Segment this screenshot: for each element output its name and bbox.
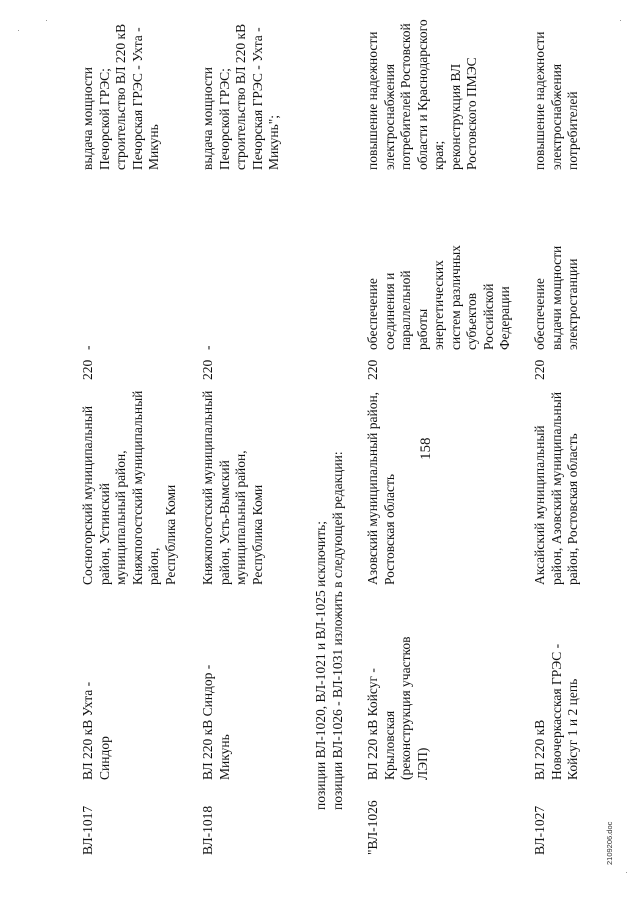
row-note-line: Печорской ГРЭС; [216,68,232,170]
row-note-line: повышение надежности [365,31,380,170]
row-purpose-line: систем различных [447,245,463,350]
row-code: ВЛ-1017 [80,805,95,855]
row-area-line: Азовский муниципальный район, [365,391,380,585]
row-purpose-line: соединения и [381,272,397,350]
row-purpose-line: обеспечение [532,278,547,350]
row-area-line: район, Азовский муниципальный [548,391,564,585]
row-note-line: потребителей Ростовской [398,23,413,170]
row-area-line: район, Устинский [96,483,112,585]
row-note-line: выдача мощности [80,66,95,170]
row-area-line: Республика Коми [249,484,265,585]
row-purpose-line: энергетических [431,260,446,350]
row-code: "ВЛ-1026 [365,800,380,855]
row-line-name-line: Крыловская [381,710,397,780]
row-note-line: потребителей [565,91,580,170]
row-note-line: строительство ВЛ 220 кВ [113,23,128,170]
row-line-name-line: ЛЭП) [414,747,430,780]
row-note [80,10,163,170]
row-voltage: 220 [365,359,380,380]
row-area-line: район, Ростовская область [565,433,580,585]
row-line-name-line: (реконструкция участков [398,636,413,780]
row-purpose [365,225,514,350]
row-note [532,10,582,170]
row-line-name [365,585,431,780]
row-area-line: муниципальный район, [233,450,248,585]
row-area-line: Сосногорский муниципальный [80,405,95,585]
row-note-line: выдача мощности [200,66,215,170]
row-line-name-line: Синдор [96,736,112,780]
row-note [365,10,481,170]
row-area [200,390,266,585]
row-purpose-line: субъектов [464,292,479,350]
page-number: 158 [418,437,434,460]
row-purpose [532,225,582,350]
row-area-line: Республика Коми [162,484,178,585]
row-area [532,391,582,585]
row-line-name-line: Новочеркасская ГРЭС - [548,643,564,780]
row-area-line: Ростовская область [381,474,397,585]
row-note-line: Микунь [146,124,161,170]
row-purpose-line: - [80,345,95,350]
row-note-line: строительство ВЛ 220 кВ [233,23,248,170]
row-line-name [200,585,233,780]
row-note [200,10,283,170]
row-purpose-line: работы [414,308,430,350]
row-line-name-line: ВЛ 220 кВ Койсуг - [365,668,380,780]
row-area-line: Княжпогостский муниципальный [129,390,145,585]
scan-speck [626,872,627,873]
row-note-line: Ростовского ПМЭС [464,57,479,170]
row-area [365,391,398,585]
row-area-line: Аксайский муниципальный [532,425,547,585]
row-purpose-line: Федерации [497,286,512,350]
scan-speck [18,30,19,31]
row-code: ВЛ-1018 [200,805,215,855]
row-area-line: муниципальный район, [113,450,128,585]
row-purpose-line: Российской [480,283,496,350]
scan-speck [620,20,621,21]
scan-speck [46,20,47,21]
row-area [80,390,179,585]
file-name: 2109206.doc [605,821,614,865]
rotated-document [20,20,620,885]
row-line-name [532,585,582,780]
row-line-name-line: ВЛ 220 кВ Ухта - [80,681,95,780]
row-note-line: реконструкция ВЛ [447,63,463,170]
row-area-line: район, [146,547,161,585]
row-purpose [200,225,217,350]
row-line-name [80,585,113,780]
instruction-line: позиции ВЛ-1026 - ВЛ-1031 изложить в следующей редакции: [330,451,345,810]
row-area-line: район, Усть-Вымский [216,460,232,585]
instruction-line: позиции ВЛ-1020, ВЛ-1021 и ВЛ-1025 исключить; [313,520,328,810]
row-purpose [80,225,97,350]
row-purpose-line: - [200,345,215,350]
row-note-line: области и Краснодарского [414,19,430,170]
row-note-line: Печорская ГРЭС - Ухта - [249,27,265,170]
row-voltage: 220 [532,359,547,380]
row-purpose-line: параллельной [398,270,413,350]
row-line-name-line: ВЛ 220 кВ Синдор - [200,664,215,780]
row-voltage: 220 [200,359,215,380]
row-note-line: повышение надежности [532,31,547,170]
row-note-line: электроснабжения [381,63,397,170]
row-note-line: Печорской ГРЭС; [96,68,112,170]
row-line-name-line: ВЛ 220 кВ [532,719,547,780]
row-note-line: края; [431,140,446,170]
row-note-line: Микунь"; [266,115,281,170]
row-code: ВЛ-1027 [532,805,547,855]
row-purpose-line: выдачи мощности [548,245,564,350]
row-area-line: Княжпогостский муниципальный [200,390,215,585]
row-note-line: Печорская ГРЭС - Ухта - [129,27,145,170]
row-line-name-line: Койсуг 1 и 2 цепь [565,678,580,780]
row-purpose-line: электростанции [565,258,580,350]
row-note-line: электроснабжения [548,63,564,170]
row-line-name-line: Микунь [216,734,232,780]
row-purpose-line: обеспечение [365,278,380,350]
row-voltage: 220 [80,359,95,380]
